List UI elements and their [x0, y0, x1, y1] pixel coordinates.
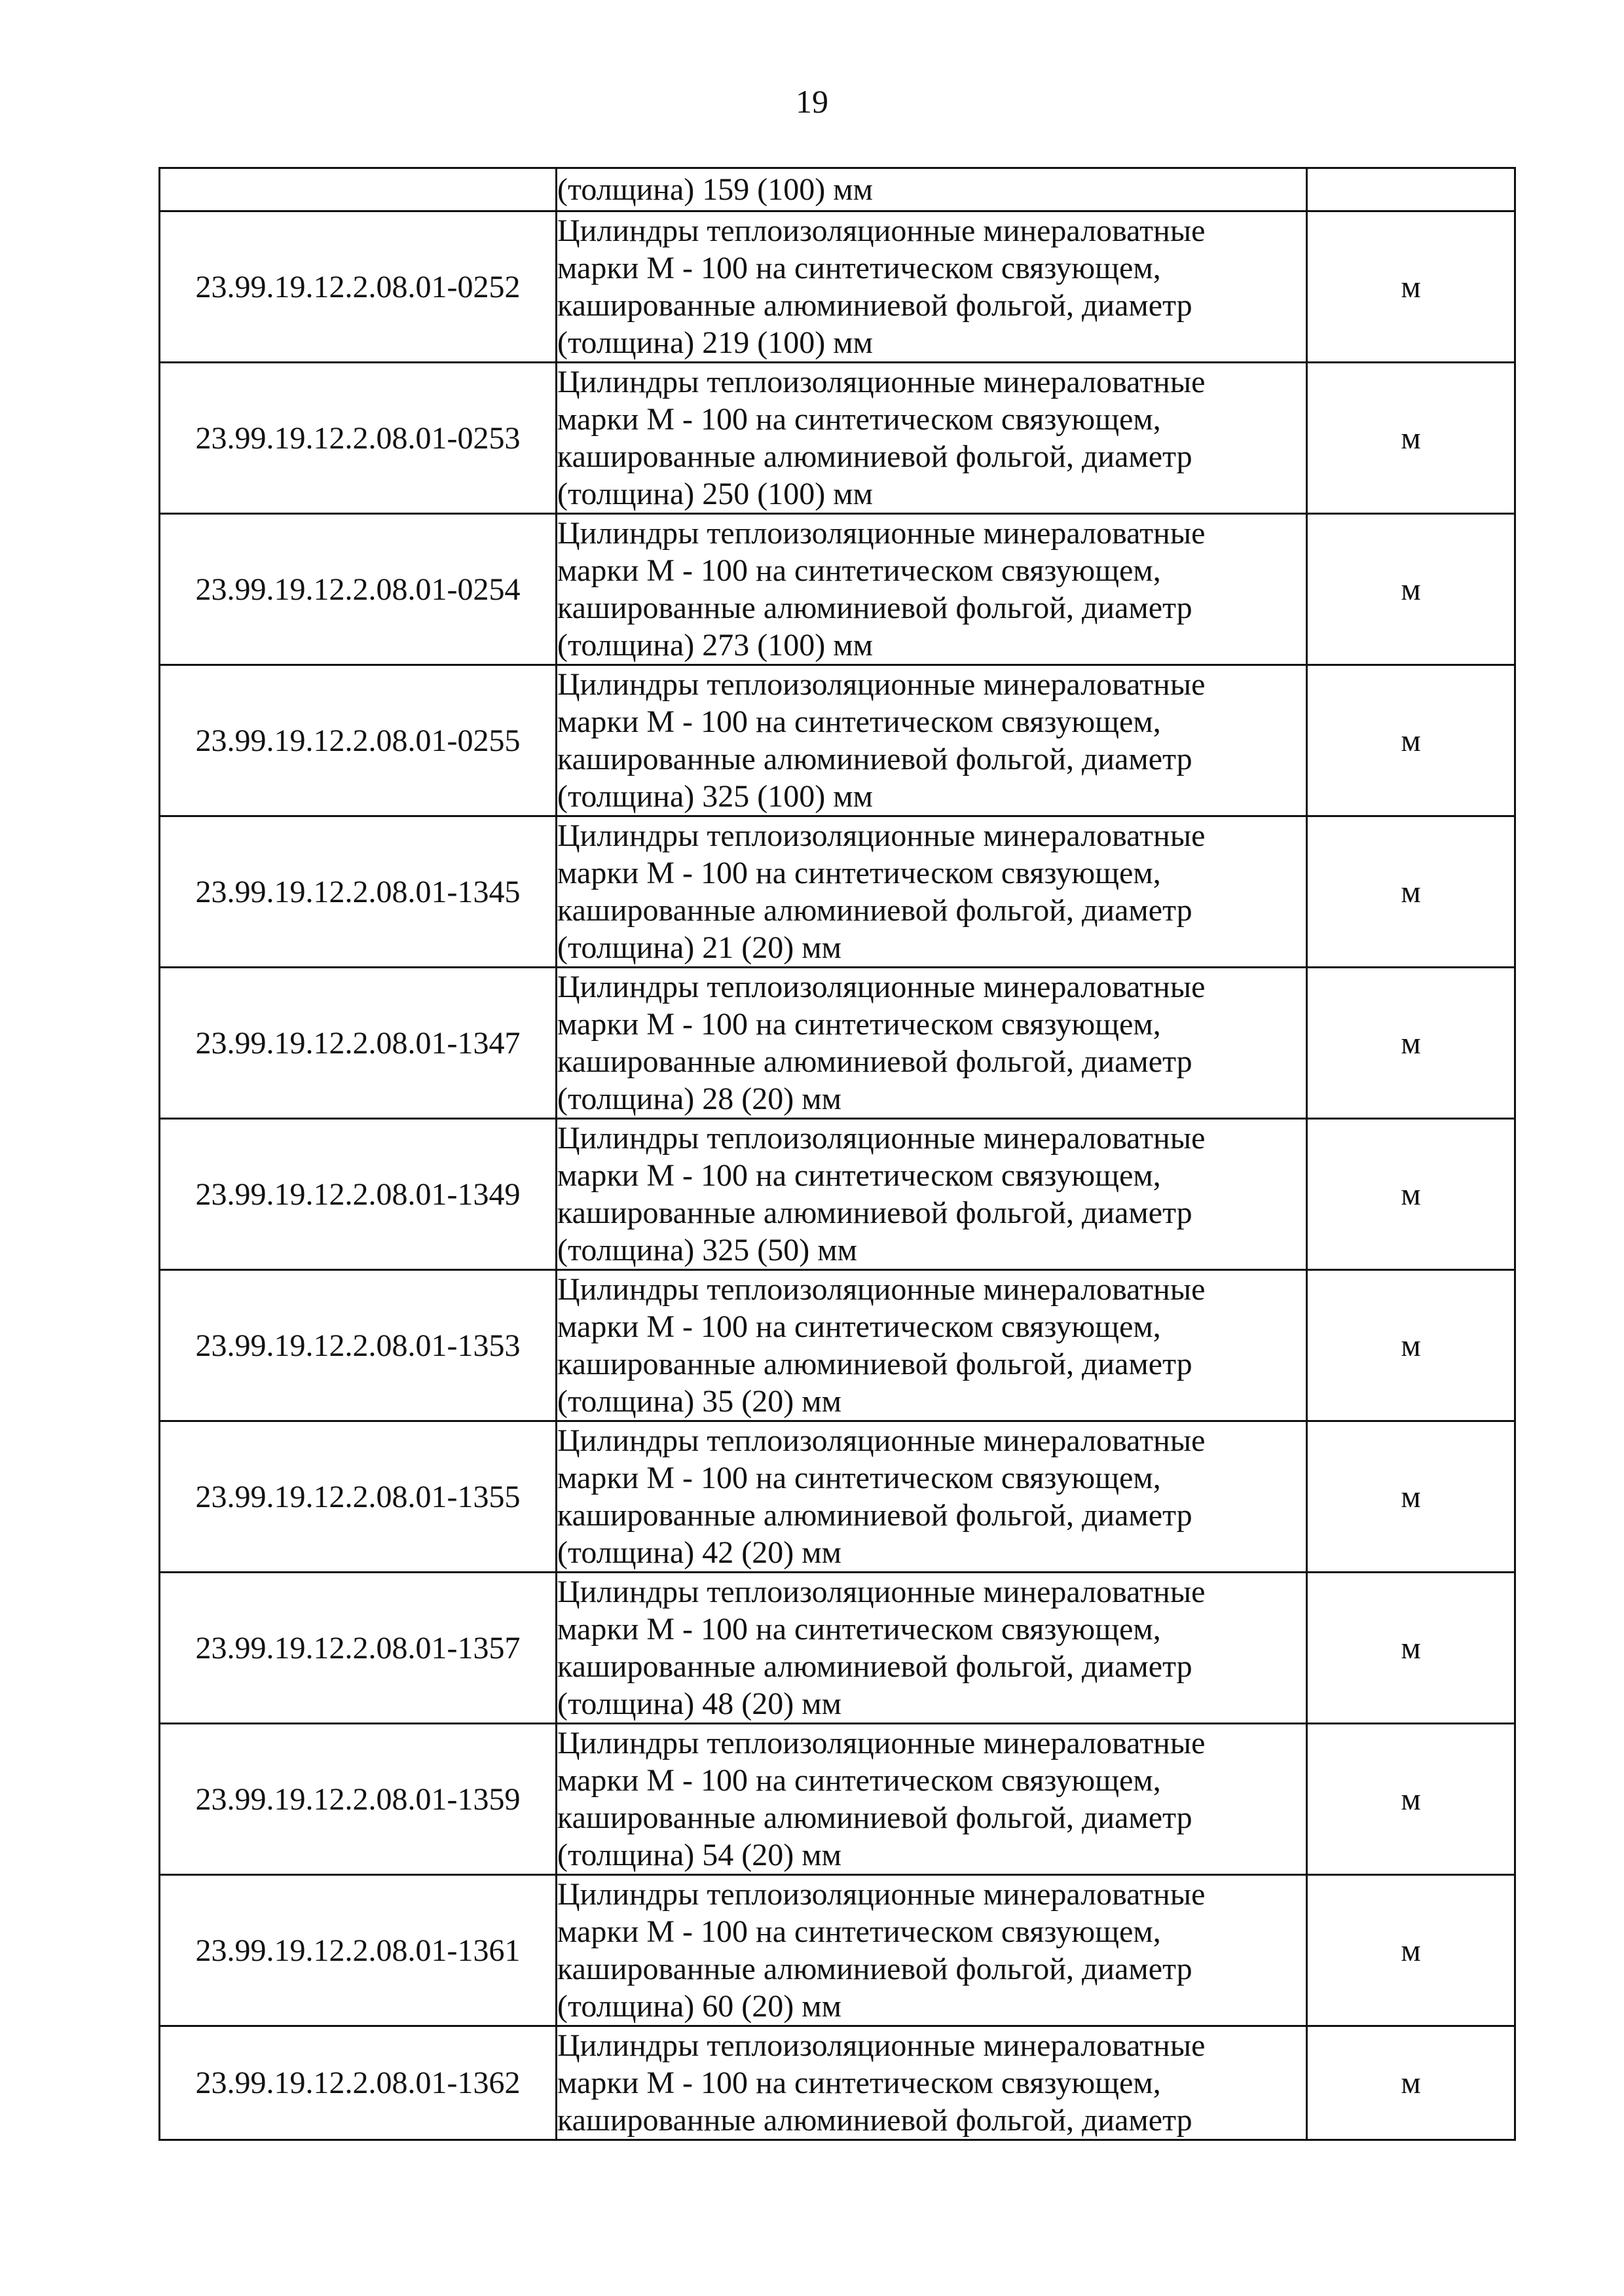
- description-line: (толщина) 60 (20) мм: [557, 1989, 841, 2024]
- code-cell: 23.99.19.12.2.08.01-1345: [160, 816, 557, 968]
- description-cell: [557, 2026, 1307, 2140]
- unit-cell: м: [1307, 1573, 1515, 1724]
- description-cell: [557, 968, 1307, 1119]
- code-cell: 23.99.19.12.2.08.01-1362: [160, 2026, 557, 2140]
- unit-cell: м: [1307, 514, 1515, 665]
- code-cell: 23.99.19.12.2.08.01-1357: [160, 1573, 557, 1724]
- description-line: марки М - 100 на синтетическом связующем,: [557, 1914, 1161, 1949]
- description-line: (толщина) 35 (20) мм: [557, 1384, 841, 1419]
- description-line: Цилиндры теплоизоляционные минераловатные: [557, 1423, 1206, 1458]
- code-cell: 23.99.19.12.2.08.01-1359: [160, 1724, 557, 1875]
- unit-cell: [1307, 168, 1515, 211]
- description-line: Цилиндры теплоизоляционные минераловатные: [557, 970, 1206, 1004]
- code-cell: 23.99.19.12.2.08.01-0252: [160, 211, 557, 363]
- description-line: Цилиндры теплоизоляционные минераловатные: [557, 667, 1206, 702]
- table-row: [160, 1875, 1515, 2026]
- description-line: (толщина) 325 (50) мм: [557, 1233, 857, 1267]
- code-cell: 23.99.19.12.2.08.01-1347: [160, 968, 557, 1119]
- description-line: Цилиндры теплоизоляционные минераловатные: [557, 516, 1206, 551]
- description-line: (толщина) 250 (100) мм: [557, 477, 873, 511]
- table-body: [160, 168, 1515, 2140]
- table-row: [160, 1724, 1515, 1875]
- description-line: Цилиндры теплоизоляционные минераловатные: [557, 1726, 1206, 1760]
- description-cell: [557, 665, 1307, 816]
- description-line: марки М - 100 на синтетическом связующем,: [557, 1158, 1161, 1193]
- description-line: кашированные алюминиевой фольгой, диаметр: [557, 742, 1192, 776]
- description-line: марки М - 100 на синтетическом связующем,: [557, 1461, 1161, 1495]
- unit-cell: м: [1307, 211, 1515, 363]
- description-line: Цилиндры теплоизоляционные минераловатные: [557, 213, 1206, 248]
- code-cell: 23.99.19.12.2.08.01-0253: [160, 363, 557, 514]
- table-row: [160, 211, 1515, 363]
- description-cell: [557, 1119, 1307, 1270]
- description-line: кашированные алюминиевой фольгой, диаметр: [557, 1952, 1192, 1986]
- table-row: [160, 1270, 1515, 1421]
- description-line: Цилиндры теплоизоляционные минераловатные: [557, 2028, 1206, 2063]
- description-line: (толщина) 21 (20) мм: [557, 930, 841, 965]
- description-line: (толщина) 42 (20) мм: [557, 1535, 841, 1570]
- table-row: [160, 514, 1515, 665]
- table-row: [160, 816, 1515, 968]
- description-line: (толщина) 54 (20) мм: [557, 1838, 841, 1872]
- code-cell: 23.99.19.12.2.08.01-0254: [160, 514, 557, 665]
- description-line: марки М - 100 на синтетическом связующем,: [557, 553, 1161, 588]
- description-line: кашированные алюминиевой фольгой, диаметр: [557, 1800, 1192, 1835]
- unit-cell: м: [1307, 1119, 1515, 1270]
- unit-cell: м: [1307, 816, 1515, 968]
- description-cell: [557, 1421, 1307, 1573]
- page-number: 19: [796, 83, 828, 120]
- description-line: (толщина) 325 (100) мм: [557, 779, 873, 814]
- materials-table: [158, 167, 1516, 2141]
- description-cell: (толщина) 159 (100) мм: [557, 168, 1307, 211]
- description-line: (толщина) 48 (20) мм: [557, 1686, 841, 1721]
- description-line: марки М - 100 на синтетическом связующем,: [557, 2066, 1161, 2100]
- code-cell: 23.99.19.12.2.08.01-1353: [160, 1270, 557, 1421]
- description-line: марки М - 100 на синтетическом связующем,: [557, 704, 1161, 739]
- code-cell: 23.99.19.12.2.08.01-0255: [160, 665, 557, 816]
- description-line: кашированные алюминиевой фольгой, диаметр: [557, 2103, 1192, 2138]
- table-row: [160, 1421, 1515, 1573]
- table-row: [160, 1119, 1515, 1270]
- unit-cell: м: [1307, 1270, 1515, 1421]
- unit-cell: м: [1307, 2026, 1515, 2140]
- description-line: марки М - 100 на синтетическом связующем,: [557, 1309, 1161, 1344]
- description-cell: [557, 363, 1307, 514]
- description-line: кашированные алюминиевой фольгой, диаметр: [557, 439, 1192, 474]
- description-line: Цилиндры теплоизоляционные минераловатные: [557, 1272, 1206, 1307]
- description-cell: [557, 1875, 1307, 2026]
- table-row: [160, 363, 1515, 514]
- description-cell: [557, 1724, 1307, 1875]
- description-line: (толщина) 273 (100) мм: [557, 628, 873, 663]
- description-line: кашированные алюминиевой фольгой, диаметр: [557, 1649, 1192, 1684]
- description-line: кашированные алюминиевой фольгой, диаметр: [557, 893, 1192, 928]
- description-line: Цилиндры теплоизоляционные минераловатные: [557, 1877, 1206, 1912]
- code-cell: 23.99.19.12.2.08.01-1355: [160, 1421, 557, 1573]
- description-line: марки М - 100 на синтетическом связующем,: [557, 251, 1161, 285]
- description-line: марки М - 100 на синтетическом связующем,: [557, 402, 1161, 437]
- description-cell: [557, 1573, 1307, 1724]
- description-line: кашированные алюминиевой фольгой, диаметр: [557, 1498, 1192, 1533]
- table-row: [160, 665, 1515, 816]
- description-line: Цилиндры теплоизоляционные минераловатные: [557, 818, 1206, 853]
- description-line: (толщина) 28 (20) мм: [557, 1082, 841, 1116]
- description-cell: [557, 211, 1307, 363]
- description-line: (толщина) 219 (100) мм: [557, 325, 873, 360]
- description-line: кашированные алюминиевой фольгой, диаметр: [557, 288, 1192, 323]
- unit-cell: м: [1307, 968, 1515, 1119]
- description-line: кашированные алюминиевой фольгой, диаметр: [557, 1195, 1192, 1230]
- description-line: Цилиндры теплоизоляционные минераловатные: [557, 1121, 1206, 1156]
- table-row-continuation: [160, 168, 1515, 211]
- table-row: [160, 968, 1515, 1119]
- code-cell: 23.99.19.12.2.08.01-1361: [160, 1875, 557, 2026]
- unit-cell: м: [1307, 363, 1515, 514]
- description-line: марки М - 100 на синтетическом связующем,: [557, 1763, 1161, 1798]
- table-row: [160, 2026, 1515, 2140]
- description-cell: [557, 1270, 1307, 1421]
- table-row: [160, 1573, 1515, 1724]
- description-line: кашированные алюминиевой фольгой, диаметр: [557, 591, 1192, 625]
- description-line: марки М - 100 на синтетическом связующем,: [557, 1612, 1161, 1647]
- description-line: марки М - 100 на синтетическом связующем,: [557, 1007, 1161, 1042]
- code-cell: 23.99.19.12.2.08.01-1349: [160, 1119, 557, 1270]
- description-line: Цилиндры теплоизоляционные минераловатные: [557, 365, 1206, 399]
- description-cell: [557, 816, 1307, 968]
- unit-cell: м: [1307, 1724, 1515, 1875]
- description-cell: [557, 514, 1307, 665]
- description-line: Цилиндры теплоизоляционные минераловатные: [557, 1575, 1206, 1609]
- description-line: марки М - 100 на синтетическом связующем,: [557, 856, 1161, 890]
- code-cell: [160, 168, 557, 211]
- description-line: кашированные алюминиевой фольгой, диаметр: [557, 1044, 1192, 1079]
- description-line: кашированные алюминиевой фольгой, диаметр: [557, 1347, 1192, 1381]
- unit-cell: м: [1307, 665, 1515, 816]
- unit-cell: м: [1307, 1875, 1515, 2026]
- unit-cell: м: [1307, 1421, 1515, 1573]
